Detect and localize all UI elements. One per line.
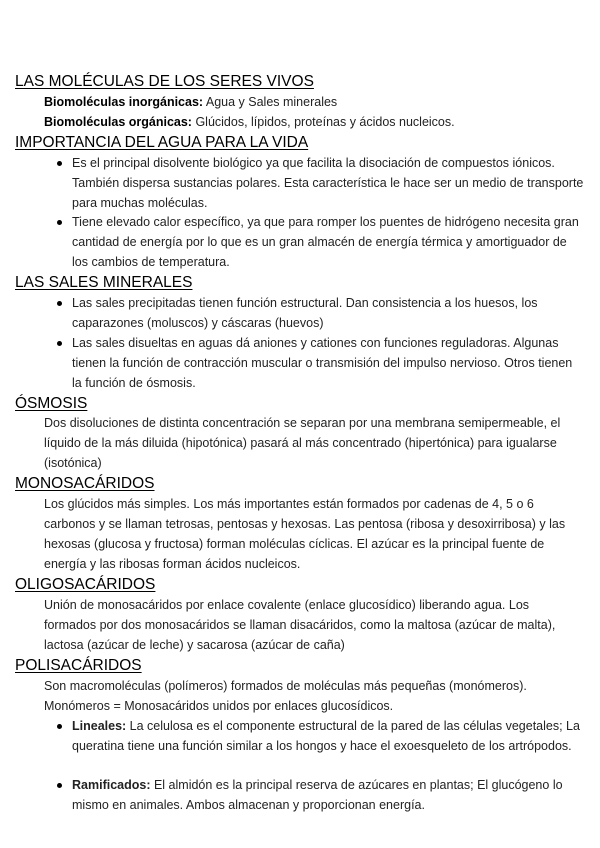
inorganic-line <box>44 92 584 112</box>
list-item <box>72 293 584 333</box>
osmosis-text: Dos disoluciones de distinta concentración se separan por una membrana semipermeable, el líquido de la más diluida (hipotónica) pasará al más concentrado (hipertónica) para igualarse (isotónica) <box>44 416 561 470</box>
bullet-icon <box>57 161 62 166</box>
inorganic-label: Biomoléculas inorgánicas: <box>44 95 204 109</box>
oligosacaridos-text: Unión de monosacáridos por enlace covalente (enlace glucosídico) liberando agua. Los formados por dos monosacáridos se llaman disacáridos, como la maltosa (azúcar de malta), lactosa (azúcar de leche) y sacarosa (azúcar de caña) <box>44 598 556 652</box>
monosacaridos-text: Los glúcidos más simples. Los más importantes están formados por cadenas de 4, 5 o 6 carbonos y se llaman tetrosas, pentosas y hexosas. Las pentosa (ribosa y desoxirribosa) y las hexosas (glucosa y fructosa) forman moléculas cíclicas. El azúcar es la principal fuente de energía y las ribosas forman ácidos nucleicos. <box>44 497 566 571</box>
organic-line <box>44 112 584 132</box>
bullet-icon <box>57 220 62 225</box>
inorganic-text: Agua y Sales minerales <box>203 95 338 109</box>
organic-text: Glúcidos, lípidos, proteínas y ácidos nucleicos. <box>191 115 455 129</box>
heading-sales: LAS SALES MINERALES <box>15 274 193 291</box>
list-item <box>72 153 584 213</box>
list-item-text: Las sales disueltas en aguas dá aniones y cationes con funciones reguladoras. Algunas tienen la función de contracción muscular o transmisión del impulso nervioso. Otros tienen la función de ósmosis. <box>72 336 573 390</box>
list-item-text: Tiene elevado calor específico, ya que para romper los puentes de hidrógeno necesita gran cantidad de energía por lo que es un gran almacén de energía térmica y amortiguador de los cambios de temperatura. <box>72 215 579 269</box>
heading-monosacaridos: MONOSACÁRIDOS <box>15 475 155 492</box>
polisacaridos-text: Son macromoléculas (polímeros) formados de moléculas más pequeñas (monómeros). Monómeros = Monosacáridos unidos por enlaces glucosídicos. <box>44 679 527 713</box>
bullet-icon <box>57 783 62 788</box>
bullet-icon <box>57 724 62 729</box>
bullet-icon <box>57 301 62 306</box>
list-item <box>72 716 584 756</box>
organic-label: Biomoléculas orgánicas: <box>44 115 192 129</box>
heading-polisacaridos: POLISACÁRIDOS <box>15 657 142 674</box>
list-item-text: Es el principal disolvente biológico ya que facilita la disociación de compuestos iónicos. También dispersa sustancias polares. Esta característica le hace ser un medio de transporte para muchas moléculas. <box>72 156 584 210</box>
list-item-label: Lineales: <box>72 719 127 733</box>
bullet-icon <box>57 341 62 346</box>
list-item-text: La celulosa es el componente estructural de la pared de las células vegetales; La queratina tiene una función similar a los hongos y hace el exoesqueleto de los artrópodos. <box>72 719 580 753</box>
list-item-label: Ramificados: <box>72 778 151 792</box>
heading-oligosacaridos: OLIGOSACÁRIDOS <box>15 576 156 593</box>
list-item <box>72 775 584 815</box>
list-item <box>72 212 584 272</box>
heading-moleculas: LAS MOLÉCULAS DE LOS SERES VIVOS <box>15 73 314 90</box>
list-item-text: El almidón es la principal reserva de azúcares en plantas; El glucógeno lo mismo en animales. Ambos almacenan y proporcionan energía. <box>72 778 563 812</box>
heading-agua: IMPORTANCIA DEL AGUA PARA LA VIDA <box>15 134 309 151</box>
list-item-text: Las sales precipitadas tienen función estructural. Dan consistencia a los huesos, los caparazones (moluscos) y cáscaras (huevos) <box>72 296 538 330</box>
list-item <box>72 333 584 393</box>
heading-osmosis: ÓSMOSIS <box>15 395 88 412</box>
